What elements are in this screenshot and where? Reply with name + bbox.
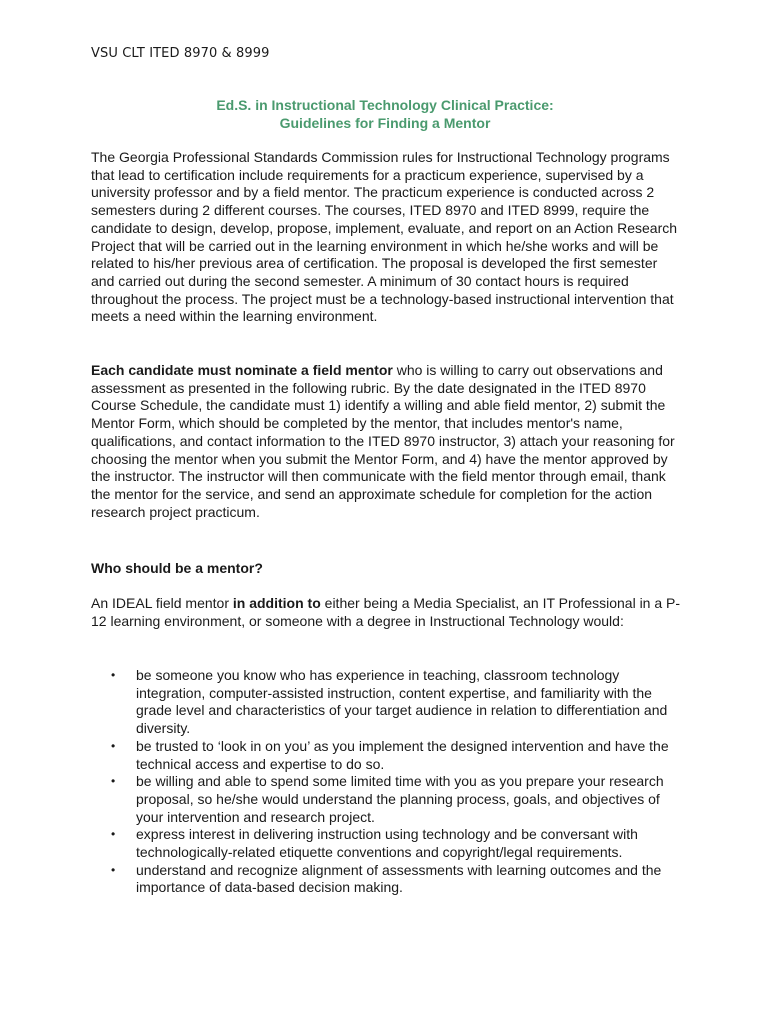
list-item-text: express interest in delivering instruction using technology and be conversant with technologically-related etiquette conventions and copyright/legal requirements. [136, 826, 638, 861]
list-item-text: be trusted to ‘look in on you’ as you implement the designed intervention and have the technical access and expertise to do so. [136, 737, 669, 772]
ideal-mentor-part2: either being a Media Specialist, an IT Professional in a P-12 learning environment, or someone with a degree in Instructional Technology would: [91, 595, 681, 629]
nomination-text: who is willing to carry out observations and assessment as presented in the following rubric. By the date designated in the ITED 8970 Course Schedule, the candidate must 1) identify a willing and able field mentor, 2) submit the Mentor Form, which should be completed by the mentor, that includes mentor's name, qualifications, and contact information to the ITED 8970 instructor, 3) attach your reasoning for choosing the mentor when you submit the Mentor Form, and 4) have the mentor approved by the instructor. The instructor will then communicate with the field mentor through email, thank the mentor for the service, and send an approximate schedule for completion for the action research project practicum. [91, 362, 675, 520]
title-line-1: Ed.S. in Instructional Technology Clinical Practice: [216, 97, 554, 113]
nomination-bold-lead: Each candidate must nominate a field mentor [91, 362, 393, 378]
intro-paragraph: The Georgia Professional Standards Commission rules for Instructional Technology programs that lead to certification include requirements for a practicum experience, supervised by a university professor and by a field mentor. The practicum experience is conducted across 2 semesters during 2 different courses. The courses, ITED 8970 and ITED 8999, require the candidate to design, develop, propose, implement, evaluate, and report on an Action Research Project that will be carried out in the learning environment in which he/she works and will be related to his/her previous area of certification. The proposal is developed the first semester and carried out during the second semester. A minimum of 30 contact hours is required throughout the process. The project must be a technology-based instructional intervention that meets a need within the learning environment. [91, 149, 678, 325]
ideal-mentor-bold: in addition to [232, 595, 321, 611]
title-line-2: Guidelines for Finding a Mentor [279, 115, 491, 131]
bullet-icon: • [111, 862, 116, 877]
mentor-criteria-list [91, 667, 687, 897]
list-item [91, 826, 687, 861]
who-heading: Who should be a mentor? [91, 560, 263, 576]
bullet-icon: • [111, 668, 116, 682]
bullet-icon: • [111, 738, 116, 753]
nomination-paragraph [91, 362, 683, 521]
bullet-icon: • [111, 827, 116, 842]
bullet-icon: • [111, 774, 116, 789]
document-title [91, 96, 679, 132]
list-item [91, 773, 687, 826]
list-item [91, 738, 687, 773]
list-item-text: be willing and able to spend some limited time with you as you prepare your research proposal, so he/she would understand the planning process, goals, and objectives of your intervention and research project. [136, 773, 664, 825]
ideal-mentor-paragraph [91, 595, 683, 630]
list-item-text: understand and recognize alignment of assessments with learning outcomes and the importance of data-based decision making. [136, 861, 662, 896]
list-item [91, 667, 687, 738]
ideal-mentor-part1: An IDEAL field mentor [91, 595, 233, 611]
list-item-text: be someone you know who has experience in teaching, classroom technology integration, computer-assisted instruction, content expertise, and familiarity with the grade level and characteristics of your target audience in relation to differentiation and diversity. [136, 667, 668, 737]
list-item [91, 862, 687, 897]
running-header: VSU CLT ITED 8970 & 8999 [91, 46, 270, 61]
